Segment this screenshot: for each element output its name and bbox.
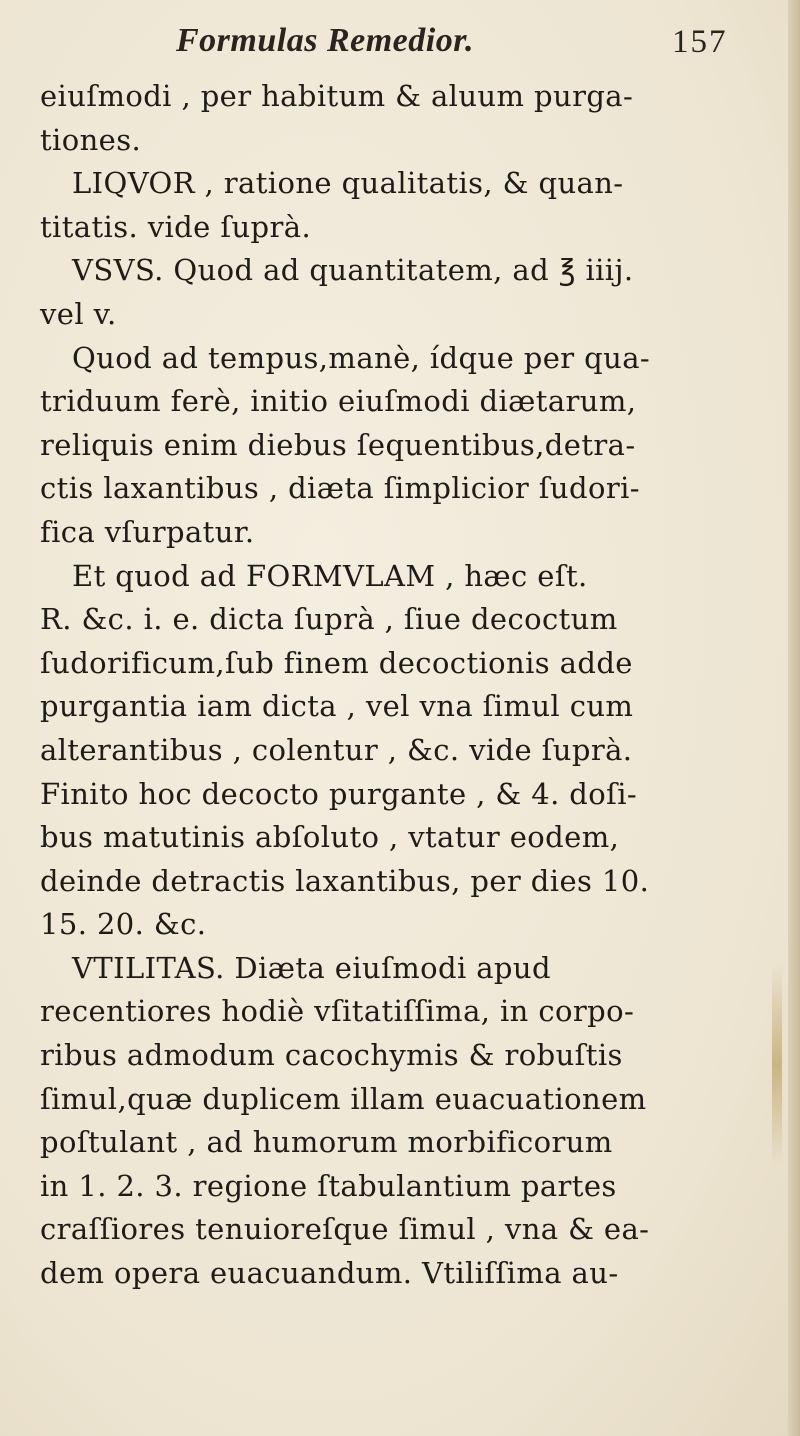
text-line: LIQVOR , ratione qualitatis, & quan- <box>72 166 624 201</box>
text-line: VSVS. Quod ad quantitatem, ad ℥ iiij. <box>72 253 634 288</box>
text-line: 15. 20. &c. <box>40 907 207 942</box>
text-line: ſimul,quæ duplicem illam euacuationem <box>40 1081 647 1116</box>
text-line: reliquis enim diebus ſequentibus,detra- <box>40 427 636 462</box>
text-line: ribus admodum cacochymis & robuſtis <box>40 1038 623 1073</box>
body-text <box>40 75 760 1296</box>
text-line: Quod ad tempus,manè, ídque per qua- <box>72 340 651 375</box>
text-line: tiones. <box>40 122 142 157</box>
text-line: R. &c. i. e. dicta ſuprà , ſiue decoctum <box>40 602 618 637</box>
text-line: alterantibus , colentur , &c. vide ſuprà. <box>40 732 633 767</box>
text-line: purgantia iam dicta , vel vna ſimul cum <box>40 689 634 724</box>
text-line: craſſiores tenuioreſque ſimul , vna & ea- <box>40 1212 650 1247</box>
text-line: deinde detractis laxantibus, per dies 10. <box>40 863 650 898</box>
text-line: Et quod ad FORMVLAM , hæc eſt. <box>72 558 588 593</box>
text-line: VTILITAS. Diæta eiuſmodi apud <box>72 950 551 985</box>
paper-stain <box>772 965 782 1165</box>
text-line: fica vſurpatur. <box>40 514 255 549</box>
text-line: titatis. vide ſuprà. <box>40 209 312 244</box>
page-edge <box>788 0 800 1436</box>
running-head: Formulas Remedior. <box>176 22 475 59</box>
text-line: dem opera euacuandum. Vtiliſſima au- <box>40 1256 619 1291</box>
page-header <box>0 14 800 74</box>
text-line: triduum ferè, initio eiuſmodi diætarum, <box>40 384 637 419</box>
page-number: 157 <box>672 24 728 60</box>
text-line: in 1. 2. 3. regione ſtabulantium partes <box>40 1168 617 1203</box>
text-line: ſudorificum,ſub finem decoctionis adde <box>40 645 633 680</box>
text-line: ctis laxantibus , diæta ſimplicior ſudori- <box>40 471 640 506</box>
text-line: bus matutinis abſoluto , vtatur eodem, <box>40 820 620 855</box>
text-line: eiuſmodi , per habitum & aluum purga- <box>40 79 634 113</box>
text-line: vel v. <box>40 296 117 331</box>
text-line: recentiores hodiè vſitatiſſima, in corpo- <box>40 994 635 1029</box>
text-line: poſtulant , ad humorum morbificorum <box>40 1125 613 1160</box>
text-line: Finito hoc decocto purgante , & 4. doſi- <box>40 776 638 811</box>
